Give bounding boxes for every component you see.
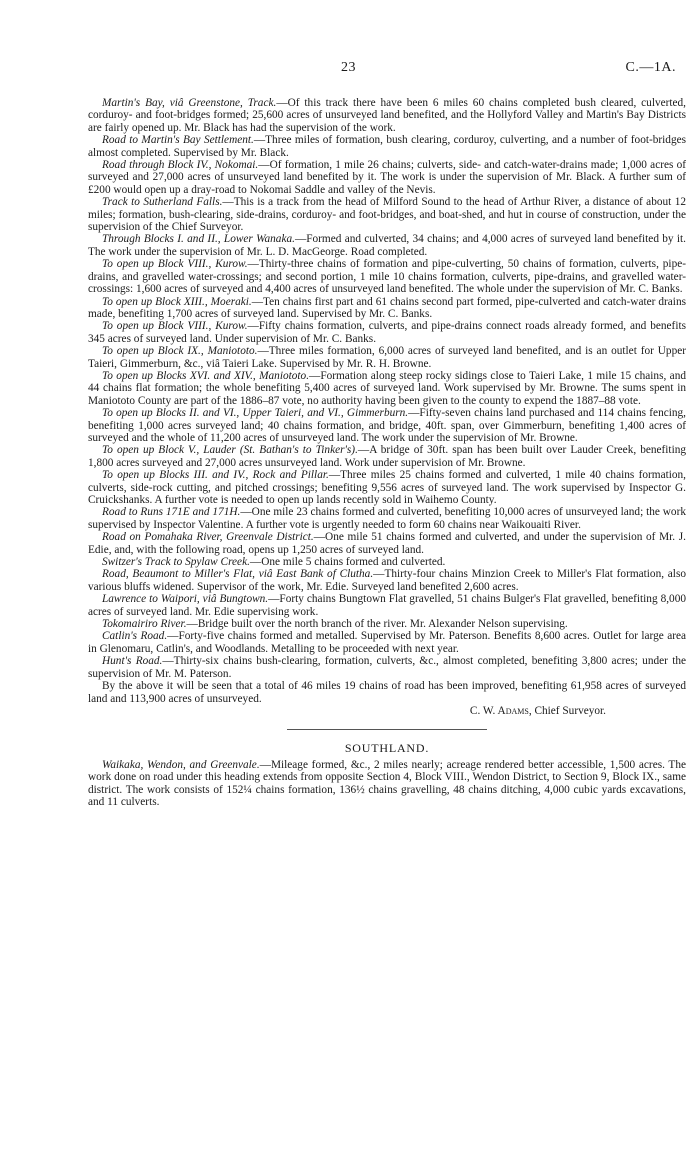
paragraph-text: —Mileage formed, &c., 2 miles nearly; acreage rendered better accessible, 1,500 acres. The work done on road under this heading extends from opposite Section 4, Block VIII., Wendon District, to Section 9, Block IX., same district. The work consists of 152¼ chains formation, 136½ chains gravelling, 48 chains ditching, 4,000 cubic yards excavations, and 11 culverts. — [88, 758, 687, 808]
paragraph-title: Lawrence to Waipori, viâ Bungtown. — [102, 593, 269, 606]
paragraph-text: —Ten chains first part and 61 chains second part formed, pipe-culverted and catch-water drains made, benefiting 1,700 acres of surveyed land. Supervised by Mr. C. Banks. — [88, 295, 686, 320]
paragraph — [88, 506, 686, 531]
signature-name: C. W. Adams — [469, 704, 529, 717]
summary-paragraph — [88, 680, 686, 705]
paragraph-text: —A bridge of 30ft. span has been built over Lauder Creek, benefiting 1,800 acres surveyed and 27,000 acres unsurveyed land. Work under supervision of Mr. Browne. — [88, 444, 687, 469]
paragraph — [88, 296, 686, 321]
signature-role: , Chief Surveyor. — [528, 704, 606, 717]
paragraph — [88, 134, 686, 159]
paragraph — [88, 320, 686, 345]
document-reference: C.—1A. — [625, 60, 676, 75]
paragraph-title: Road on Pomahaka River, Greenvale District. — [102, 531, 314, 544]
paragraph — [88, 618, 686, 630]
page-header — [0, 62, 700, 78]
paragraph-title: Through Blocks I. and II., Lower Wanaka. — [102, 233, 295, 246]
paragraph-text: —Thirty-four chains Minzion Creek to Miller's Flat formation, also various bluffs widened. Supervisor of the work, Mr. Edie. Surveyed land benefited 2,600 acres. — [88, 568, 686, 593]
paragraph — [88, 469, 686, 506]
section-divider — [287, 729, 487, 730]
paragraph-text: —Of formation, 1 mile 26 chains; culverts, side- and catch-water-drains made; 1,000 acres of surveyed and 27,000 acres of unsurveyed land benefited by it. The work is under the supervision of Mr. Black. A further sum of £200 would open up a dray-road to Nokomai Saddle and valley of the Nevis. — [88, 159, 687, 196]
paragraph-title: Tokomairiro River. — [102, 618, 187, 631]
paragraph — [88, 568, 686, 593]
paragraph — [88, 159, 686, 196]
paragraph-text: —Three miles of formation, bush clearing, corduroy, culverting, and a number of foot-bridges almost completed. Supervised by Mr. Black. — [88, 134, 686, 159]
paragraph-title: To open up Block VIII., Kurow. — [102, 258, 248, 271]
paragraph-title: Track to Sutherland Falls. — [102, 196, 223, 209]
section-heading: SOUTHLAND. — [344, 741, 430, 756]
paragraph-text: —Fifty chains formation, culverts, and pipe-drains connect roads already formed, and benefits 345 acres of surveyed land. Under supervision of Mr. C. Banks. — [88, 320, 686, 345]
paragraph-text: By the above it will be seen that a total of 46 miles 19 chains of road has been improved, benefiting 61,958 acres of surveyed land and 113,900 acres of unsurveyed. — [88, 680, 686, 705]
paragraph-text: —Thirty-six chains bush-clearing, formation, culverts, &c., almost completed, benefiting 3,800 acres; under the supervision of Mr. M. Paterson. — [88, 655, 686, 680]
paragraph-title: Road, Beaumont to Miller's Flat, viâ East Bank of Clutha. — [102, 568, 374, 581]
paragraph-text: —Three miles formation, 6,000 acres of surveyed land benefited, and is an outlet for Upper Taieri, Gimmerburn, &c., viâ Taieri Lake. Supervised by Mr. R. H. Browne. — [88, 345, 686, 370]
paragraph-text: —One mile 51 chains formed and culverted, and under the supervision of Mr. J. Edie, and, with the following road, opens up 1,250 acres of surveyed land. — [88, 531, 686, 556]
paragraph-text: —Thirty-three chains of formation and pipe-culverting, 50 chains of formation, culverts, pipe-drains, and gravelled water-crossings; and second portion, 1 mile 10 chains formation, culverts, pipe-drains, and gravelled water-crossings: 1,600 acres of surveyed and 4,400 acres of unsurveyed land benefited. The whole under the supervision of Mr. C. Banks. — [88, 258, 686, 296]
paragraph — [88, 345, 686, 370]
paragraph — [88, 233, 686, 258]
paragraph-title: To open up Block VIII., Kurow. — [102, 320, 248, 333]
paragraph — [88, 258, 686, 295]
paragraph-text: —Formation along steep rocky sidings close to Taieri Lake, 1 mile 15 chains, and 44 chains flat formation; the whole benefiting 5,400 acres of surveyed land. Work supervised by Mr. Browne. The sums spent in Maniototo County are part of the 1886–87 vote, no authority having been given to the county to expend the 1887–88 vote. — [88, 369, 686, 407]
paragraph — [88, 444, 686, 469]
paragraph-title: Waikaka, Wendon, and Greenvale. — [102, 758, 260, 771]
paragraph-text: —This is a track from the head of Milford Sound to the head of Arthur River, a distance of about 12 miles; formation, bush-clearing, side-drains, corduroy- and foot-bridges, and boat-shed, and hut in course of construction, under the supervision of the Chief Surveyor. — [88, 196, 686, 234]
paragraph-title: To open up Block XIII., Moeraki. — [102, 295, 252, 308]
page-number: 23 — [341, 60, 356, 75]
paragraph-title: To open up Blocks III. and IV., Rock and Pillar. — [102, 469, 329, 482]
paragraph-text: —Fifty-seven chains land purchased and 114 chains fencing, benefiting 1,000 acres surveyed land; 40 chains formation, and bridge, 40ft. span, over Gimmerburn, benefiting 1,400 acres of surveyed and the whole of 11,200 acres of unsurveyed land. The work under the supervision of Mr. Browne. — [88, 407, 686, 444]
paragraph — [88, 370, 686, 407]
paragraph — [88, 593, 686, 618]
paragraph-title: To open up Blocks II. and VI., Upper Taieri, and VI., Gimmerburn. — [102, 407, 409, 420]
paragraph — [88, 556, 686, 568]
paragraph-title: Switzer's Track to Spylaw Creek. — [102, 556, 250, 569]
paragraph-text: —Three miles 25 chains formed and culverted, 1 mile 40 chains formation, culverts, side-rock cutting, and pitched crossings; benefiting 9,556 acres of surveyed land. The work supervised by Inspector G. Cruickshanks. A further vote is needed to open up lands recently sold in Waihemo County. — [88, 469, 687, 506]
paragraph-text: —Forty-five chains formed and metalled. Supervised by Mr. Paterson. Benefits 8,600 acres. Outlet for large area in Glenomaru, Catlin's, and Woodlands. Metalling to be proceeded with next year. — [88, 630, 686, 655]
paragraph — [88, 655, 686, 680]
paragraph-text: —Of this track there have been 6 miles 60 chains completed bush cleared, culverted, corduroy- and foot-bridges formed; 25,600 acres of unsurveyed land benefited, and the Hollyford Valley and Martin's Bay Districts are fairly opened up. Mr. Black has had the supervision of the work. — [88, 97, 687, 134]
paragraph — [88, 630, 686, 655]
paragraph — [88, 97, 686, 134]
paragraph-title: To open up Block V., Lauder (St. Bathan's to Tinker's). — [102, 444, 358, 457]
paragraph — [88, 531, 686, 556]
paragraph-title: To open up Blocks XVI. and XIV., Maniototo. — [102, 369, 310, 382]
paragraph-text: —Formed and culverted, 34 chains; and 4,000 acres of surveyed land benefited by it. The work under the supervision of Mr. L. D. MacGeorge. Road completed. — [88, 233, 687, 258]
page-body — [88, 97, 686, 808]
paragraph — [88, 407, 686, 444]
paragraph-title: Martin's Bay, viâ Greenstone, Track. — [102, 97, 277, 109]
paragraph-text: —One mile 23 chains formed and culverted, benefiting 10,000 acres of unsurveyed land; the work supervised by Inspector Valentine. A further vote is urgently needed to form 60 chains near Waikouaiti River. — [88, 506, 686, 531]
paragraph-title: Road through Block IV., Nokomai. — [102, 159, 259, 172]
paragraph-title: To open up Block IX., Maniototo. — [102, 345, 258, 358]
paragraph-text: —Forty chains Bungtown Flat gravelled, 51 chains Bulger's Flat gravelled, benefiting 8,000 acres of surveyed land. Mr. Edie supervising work. — [88, 593, 686, 618]
paragraph — [88, 196, 686, 233]
paragraph-title: Road to Runs 171E and 171H. — [102, 506, 241, 519]
signature — [88, 705, 686, 717]
paragraph — [88, 759, 686, 809]
paragraph-text: —One mile 5 chains formed and culverted. — [249, 556, 446, 569]
paragraph-title: Hunt's Road. — [102, 655, 163, 668]
paragraph-title: Road to Martin's Bay Settlement. — [102, 134, 254, 147]
paragraph-text: —Bridge built over the north branch of the river. Mr. Alexander Nelson supervising. — [186, 618, 568, 631]
paragraph-title: Catlin's Road. — [102, 630, 168, 643]
